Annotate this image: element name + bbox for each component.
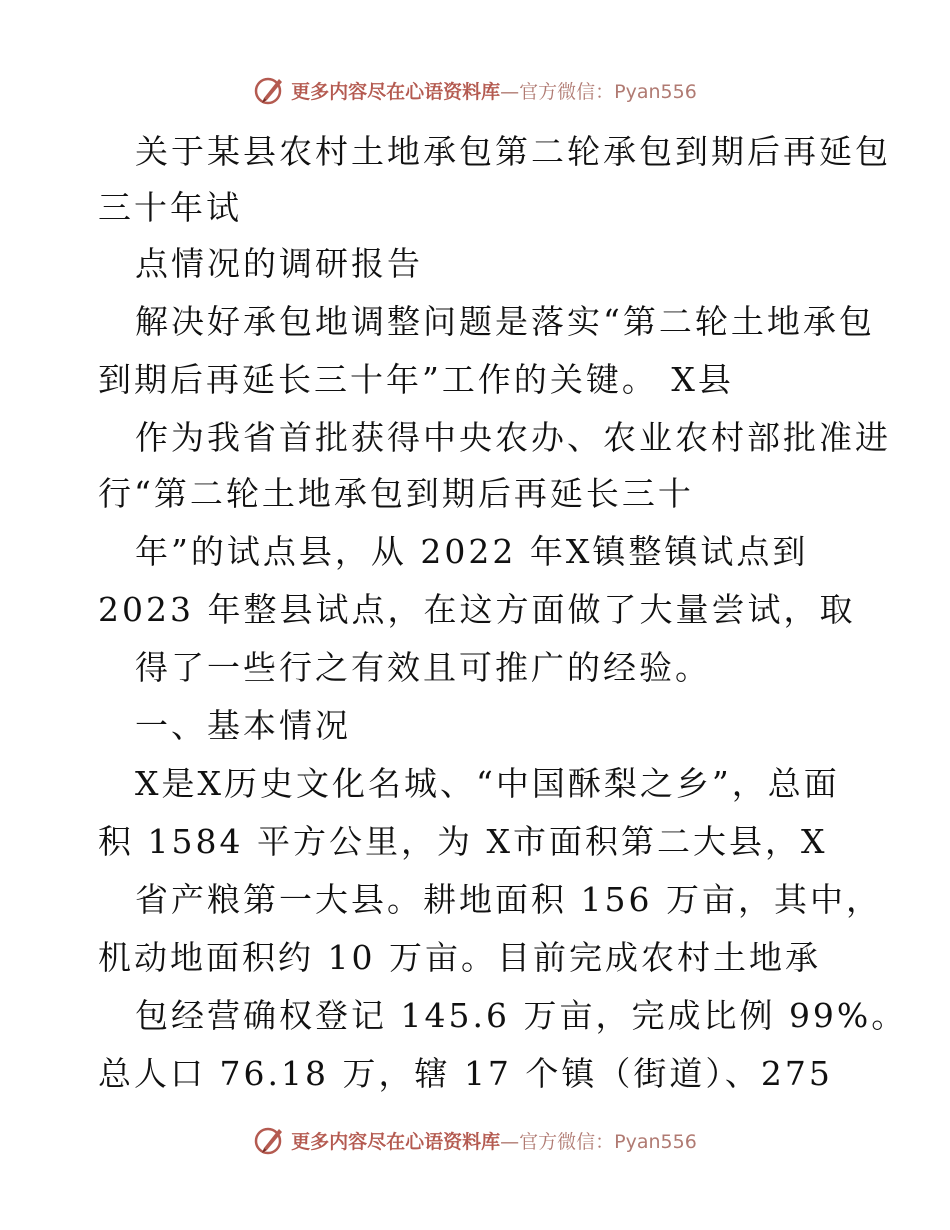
paragraph-line: 省产粮第一大县。耕地面积 156 万亩，其中，: [135, 880, 882, 919]
title-line-1: 关于某县农村土地承包第二轮承包到期后再延包: [135, 132, 891, 171]
paragraph-line: 2023 年整县试点，在这方面做了大量尝试，取: [98, 590, 856, 629]
paragraph-line: 得了一些行之有效且可推广的经验。: [135, 648, 711, 687]
paragraph-line: 年”的试点县，从 2022 年X镇整镇试点到: [135, 532, 809, 571]
watermark-contact: —官方微信：Pyan556: [500, 80, 697, 103]
paragraph-line: 总人口 76.18 万，辖 17 个镇（街道）、275: [98, 1054, 833, 1093]
section-heading: 一、基本情况: [135, 706, 351, 745]
paragraph-line: 作为我省首批获得中央农办、农业农村部批准进: [135, 418, 891, 457]
quill-pen-logo-icon: [253, 73, 287, 107]
quill-pen-logo-icon: [253, 1123, 287, 1157]
paragraph-line: 到期后再延长三十年”工作的关键。 X县: [98, 360, 734, 399]
paragraph-line: 积 1584 平方公里，为 X市面积第二大县，X: [98, 822, 828, 861]
paragraph-line: 包经营确权登记 145.6 万亩，完成比例 99%。: [135, 996, 908, 1035]
watermark-contact: —官方微信：Pyan556: [500, 1130, 697, 1153]
paragraph-line: X是X历史文化名城、“中国酥梨之乡”，总面: [135, 764, 840, 803]
header-watermark: [0, 70, 950, 110]
paragraph-line: 机动地面积约 10 万亩。目前完成农村土地承: [98, 938, 821, 977]
title-line-2: 三十年试: [98, 188, 242, 227]
paragraph-line: 解决好承包地调整问题是落实“第二轮土地承包: [135, 302, 875, 341]
watermark-brand: 更多内容尽在心语资料库: [291, 80, 501, 103]
paragraph-line: 行“第二轮土地承包到期后再延长三十: [98, 474, 694, 513]
watermark-brand: 更多内容尽在心语资料库: [291, 1130, 501, 1153]
footer-watermark: [0, 1120, 950, 1160]
title-line-3: 点情况的调研报告: [135, 244, 423, 283]
